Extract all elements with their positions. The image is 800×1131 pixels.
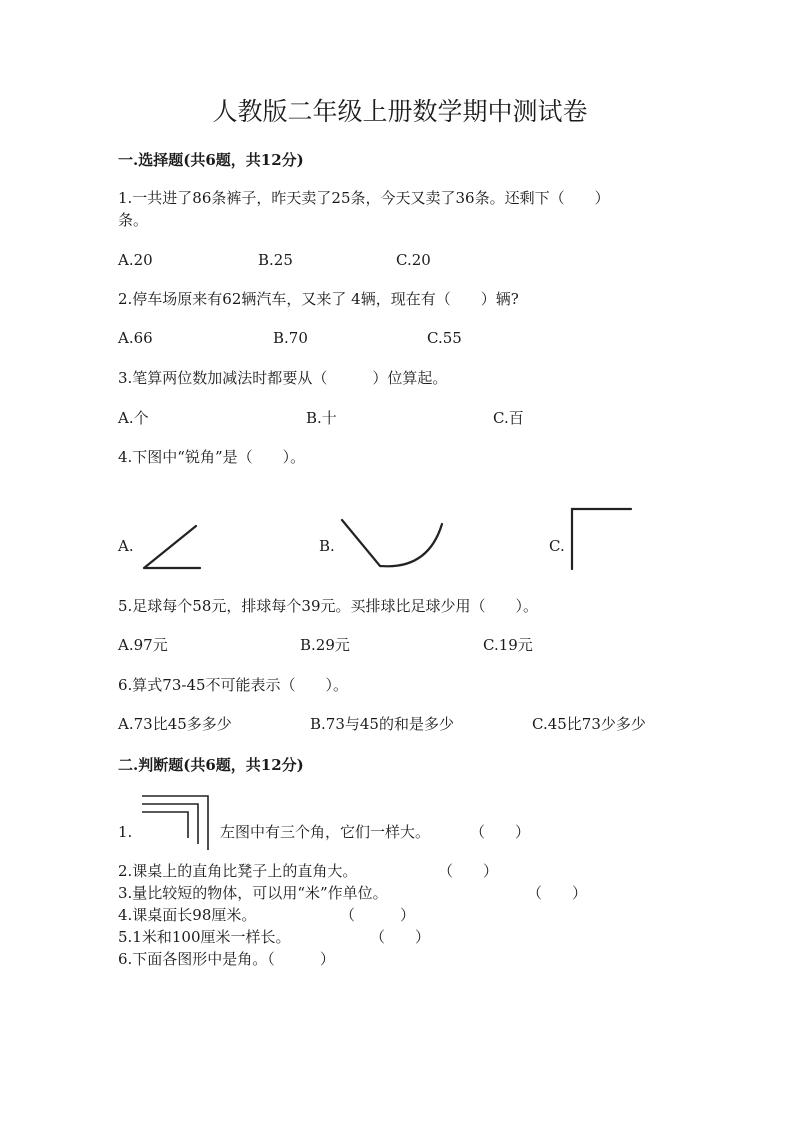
- page-title: 人教版二年级上册数学期中测试卷: [212, 97, 588, 126]
- judge-3-text: 3.量比较短的物体，可以用“米”作单位。: [118, 884, 388, 902]
- judge-5-text: 5.1米和100厘米一样长。: [118, 928, 291, 946]
- three-right-angles-figure: [138, 792, 214, 852]
- question-4-text: 4.下图中“锐角”是（ ）。: [118, 448, 306, 466]
- question-1-option-a: A.20: [118, 251, 153, 269]
- question-5-text: 5.足球每个58元，排球每个39元。买排球比足球少用（ ）。: [118, 597, 538, 615]
- question-4-option-a: A.: [118, 537, 134, 555]
- question-6-option-b: B.73与45的和是多少: [310, 715, 454, 733]
- judge-2-blank: （ ）: [438, 862, 499, 880]
- question-6-option-a: A.73比45多多少: [118, 715, 232, 733]
- right-angle-figure: [567, 505, 637, 573]
- question-3-option-a: A.个: [118, 409, 149, 427]
- question-3-option-b: B.十: [306, 409, 337, 427]
- section-1-heading: 一.选择题(共6题，共12分): [118, 151, 304, 169]
- section-2-heading: 二.判断题(共6题，共12分): [118, 756, 304, 774]
- judge-3-blank: （ ）: [527, 884, 588, 902]
- judge-1-blank: （ ）: [470, 823, 531, 841]
- question-6-text: 6.算式73-45不可能表示（ ）。: [118, 676, 349, 694]
- judge-6-text: 6.下面各图形中是角。（ ）: [118, 950, 335, 968]
- question-3-option-c: C.百: [493, 409, 524, 427]
- question-5-option-b: B.29元: [300, 636, 350, 654]
- judge-4-text: 4.课桌面长98厘米。: [118, 906, 257, 924]
- question-1-text-cont: 条。: [118, 211, 149, 229]
- curved-angle-figure: [338, 516, 448, 572]
- question-1-text: 1.一共进了86条裤子，昨天卖了25条，今天又卖了36条。还剩下（ ）: [118, 189, 610, 207]
- question-2-option-c: C.55: [427, 329, 462, 347]
- question-4-option-c: C.: [549, 537, 565, 555]
- question-1-option-c: C.20: [396, 251, 431, 269]
- judge-1-text: 左图中有三个角，它们一样大。: [220, 823, 431, 841]
- question-2-text: 2.停车场原来有62辆汽车，又来了 4辆，现在有（ ）辆?: [118, 290, 519, 308]
- question-5-option-c: C.19元: [483, 636, 533, 654]
- question-6-option-c: C.45比73少多少: [532, 715, 646, 733]
- judge-1-number: 1.: [118, 823, 133, 841]
- judge-5-blank: （ ）: [370, 928, 431, 946]
- judge-4-blank: （ ）: [340, 906, 416, 924]
- question-3-text: 3.笔算两位数加减法时都要从（ ）位算起。: [118, 369, 448, 387]
- question-4-option-b: B.: [319, 537, 335, 555]
- question-2-option-b: B.70: [273, 329, 308, 347]
- question-2-option-a: A.66: [118, 329, 153, 347]
- question-5-option-a: A.97元: [118, 636, 168, 654]
- acute-angle-figure: [140, 520, 205, 572]
- judge-2-text: 2.课桌上的直角比凳子上的直角大。: [118, 862, 358, 880]
- question-1-option-b: B.25: [258, 251, 293, 269]
